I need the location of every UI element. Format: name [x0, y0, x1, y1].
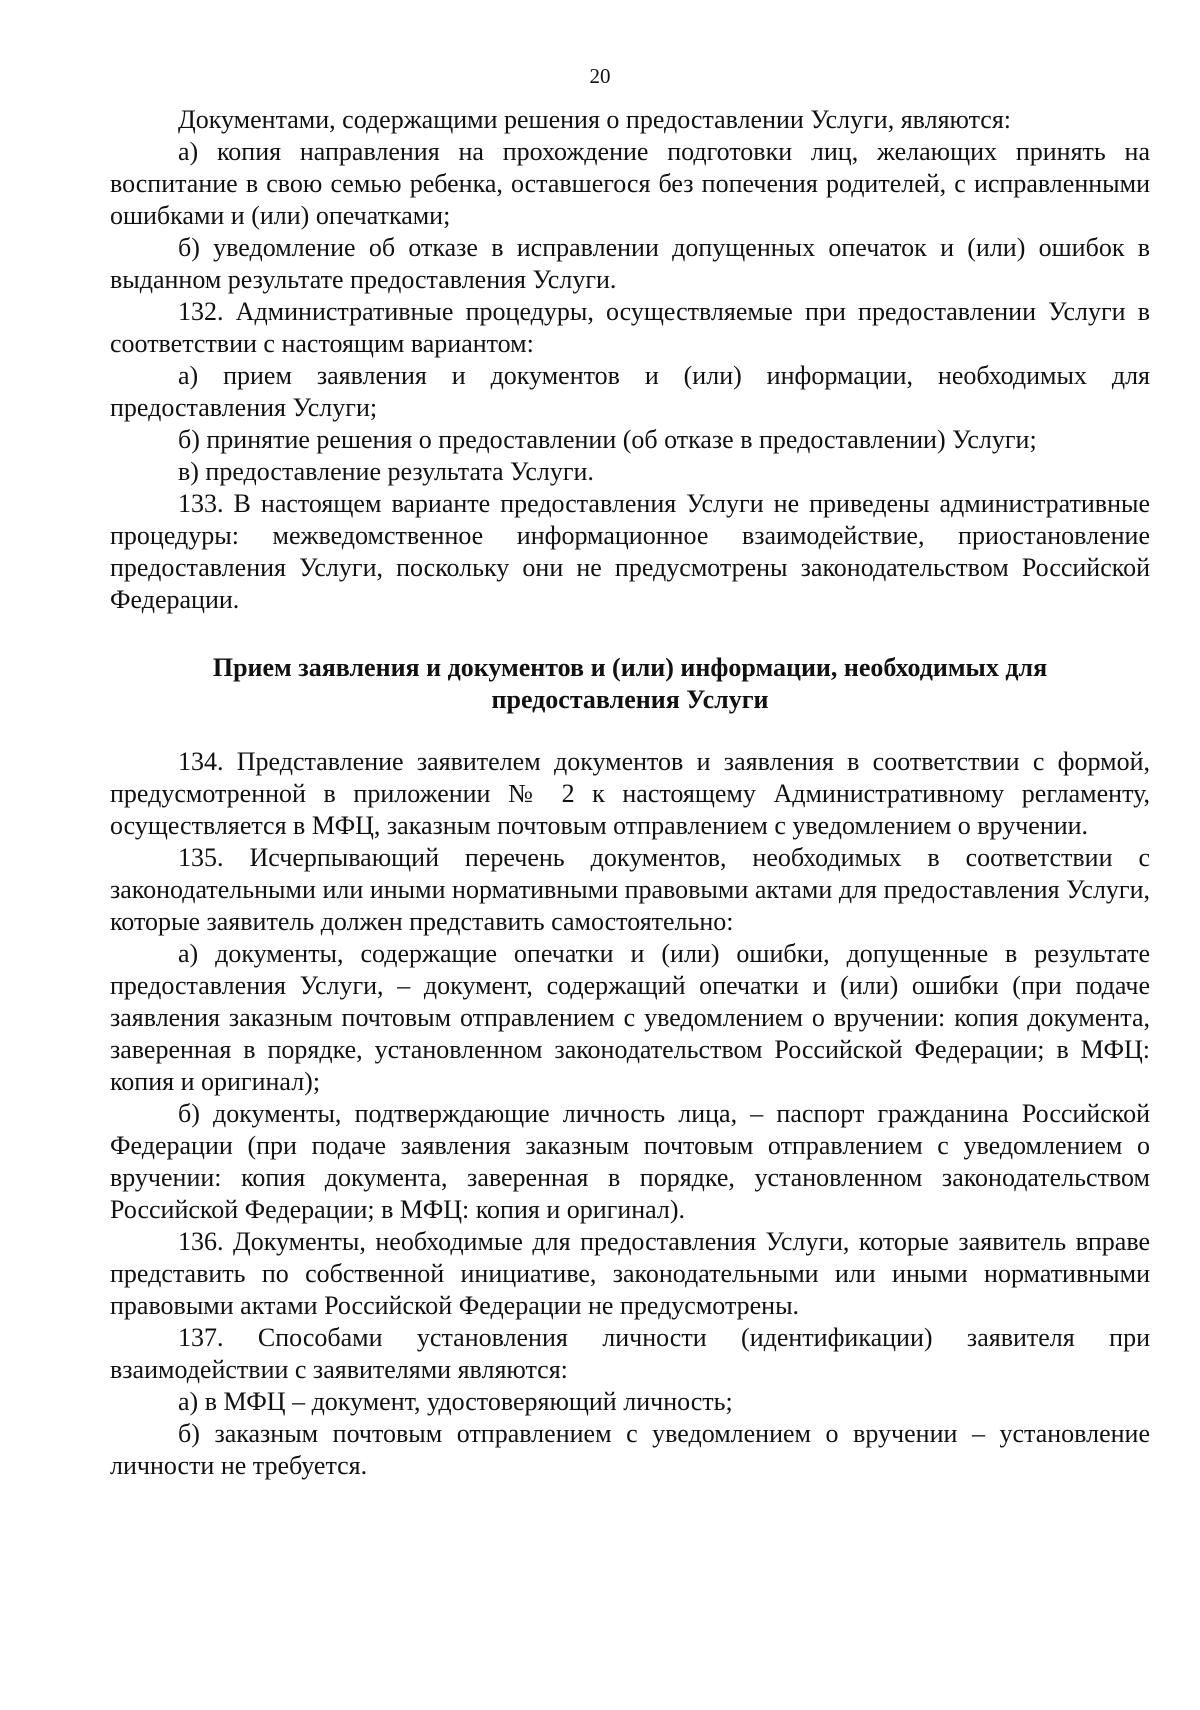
paragraph-132-item-c: в) предоставление результата Услуги.: [178, 457, 594, 486]
paragraph-134: 134. Представление заявителем документов и заявления в соответствии с формой, предусмотренной в приложении № 2 к настоящему Административному регламенту, осуществляется в МФЦ, заказным почтовым отправлением с уведомлением о вручении.: [110, 747, 1150, 840]
paragraph-decision-documents: Документами, содержащими решения о предоставлении Услуги, являются:: [178, 105, 1012, 134]
paragraph-136: 136. Документы, необходимые для предоставления Услуги, которые заявитель вправе представить по собственной инициативе, законодательными или иными нормативными правовыми актами Российской Федерации не предусмотрены.: [110, 1227, 1150, 1320]
paragraph-133: 133. В настоящем варианте предоставления Услуги не приведены административные процедуры: межведомственное информационное взаимодействие, приостановление предоставления Услуги, поскольку они не предусмотрены законодательством Российской Федерации.: [110, 489, 1150, 614]
paragraph-item-b-notice: б) уведомление об отказе в исправлении допущенных опечаток и (или) ошибок в выданном результате предоставления Услуги.: [110, 233, 1150, 294]
paragraph-135-item-a: а) документы, содержащие опечатки и (или) ошибки, допущенные в результате предоставления Услуги, – документ, содержащий опечатки и (или) ошибки (при подаче заявления заказным почтовым отправлением с уведомлением о вручении: копия документа, заверенная в порядке, установленном законодательством Российской Федерации; в МФЦ: копия и оригинал);: [110, 939, 1150, 1096]
paragraph-135: 135. Исчерпывающий перечень документов, необходимых в соответствии с законодательными или иными нормативными правовыми актами для предоставления Услуги, которые заявитель должен представить самостоятельно:: [110, 843, 1150, 936]
paragraph-132-item-a: а) прием заявления и документов и (или) информации, необходимых для предоставления Услуги;: [110, 361, 1150, 422]
page-number: 20: [589, 64, 611, 88]
paragraph-132: 132. Административные процедуры, осуществляемые при предоставлении Услуги в соответствии с настоящим вариантом:: [110, 297, 1150, 358]
paragraph-137: 137. Способами установления личности (идентификации) заявителя при взаимодействии с заявителями являются:: [110, 1323, 1150, 1384]
paragraph-item-a-copy: а) копия направления на прохождение подготовки лиц, желающих принять на воспитание в свою семью ребенка, оставшегося без попечения родителей, с исправленными ошибками и (или) опечатками;: [110, 137, 1150, 230]
document-body: [110, 104, 1150, 1482]
paragraph-137-item-a: а) в МФЦ – документ, удостоверяющий личность;: [178, 1387, 733, 1416]
section-heading: Прием заявления и документов и (или) информации, необходимых для предоставления Услуги: [212, 653, 1048, 714]
paragraph-137-item-b: б) заказным почтовым отправлением с уведомлением о вручении – установление личности не требуется.: [110, 1419, 1150, 1480]
paragraph-132-item-b: б) принятие решения о предоставлении (об отказе в предоставлении) Услуги;: [178, 425, 1037, 454]
paragraph-135-item-b: б) документы, подтверждающие личность лица, – паспорт гражданина Российской Федерации (при подаче заявления заказным почтовым отправлением с уведомлением о вручении: копия документа, заверенная в порядке, установленном законодательством Российской Федерации; в МФЦ: копия и оригинал).: [110, 1099, 1150, 1224]
